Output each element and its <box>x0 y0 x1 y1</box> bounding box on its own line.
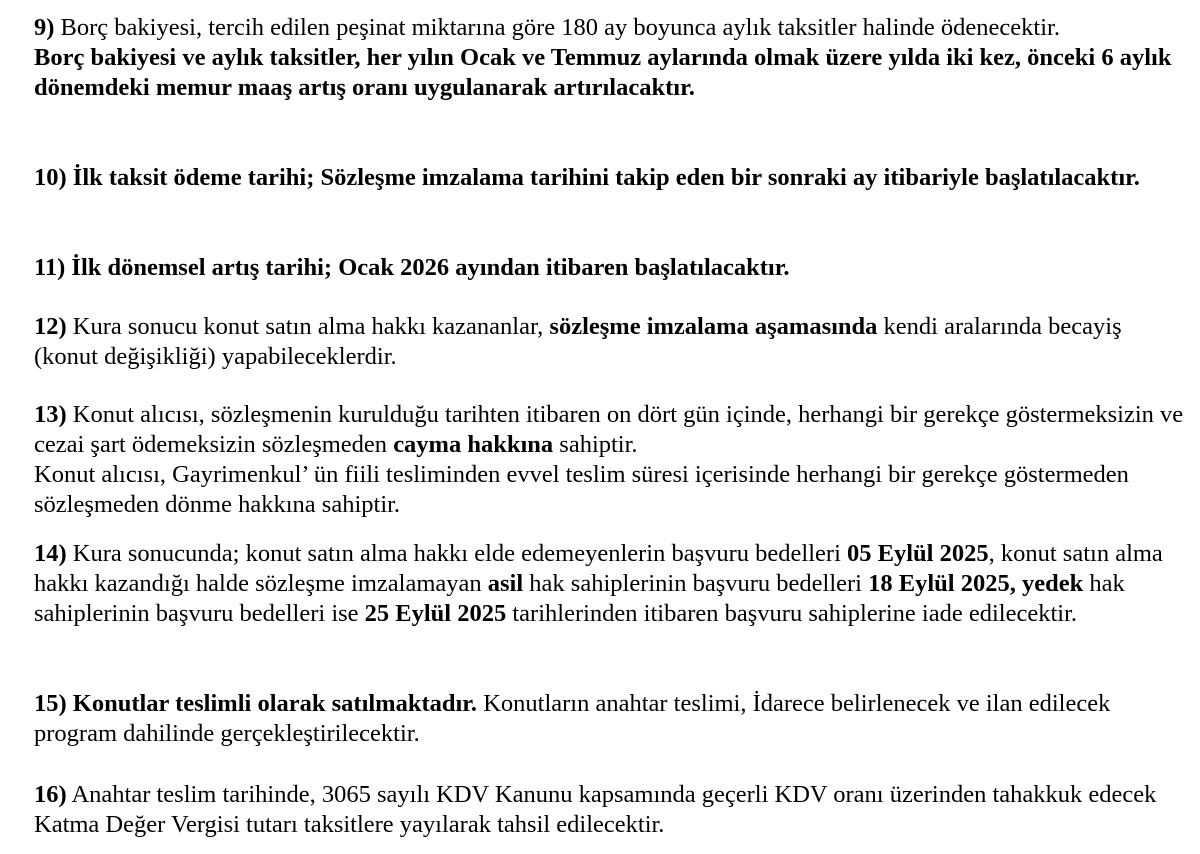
item-9-text: Borç bakiyesi, tercih edilen peşinat miktarına göre 180 ay boyunca aylık taksitler halinde ödenecektir. <box>54 14 1060 41</box>
item-15-text: Konutların anahtar teslimi, İdarece belirlenecek ve ilan edilecek program dahilinde gerçekleştirilecektir. <box>34 690 1111 747</box>
item-9 <box>34 13 1184 103</box>
item-9-number: 9) <box>34 14 55 41</box>
item-10-text: 10) İlk taksit ödeme tarihi; Sözleşme imzalama tarihini takip eden bir sonraki ay itibariyle başlatılacaktır. <box>34 164 1140 191</box>
item-11 <box>34 253 1184 283</box>
item-13-text-end: sahiptir. <box>553 431 638 458</box>
item-14-date-2: 18 Eylül 2025, yedek <box>868 570 1084 597</box>
item-13-bold-text: cayma hakkına <box>393 431 554 458</box>
item-13 <box>34 400 1184 520</box>
item-12-bold-text: sözleşme imzalama aşamasında <box>549 313 878 340</box>
item-15 <box>34 689 1184 749</box>
item-13-second-sentence: Konut alıcısı, Gayrimenkul’ ün fiili tesliminden evvel teslim süresi içerisinde herhangi bir gerekçe göstermeden sözleşmeden dönme hakkına sahiptir. <box>34 461 1129 518</box>
item-12 <box>34 312 1184 372</box>
item-14-text-1: Kura sonucunda; konut satın alma hakkı elde edemeyenlerin başvuru bedelleri <box>66 540 848 567</box>
item-12-text-end: kendi aralarında becayiş (konut değişikliği) yapabileceklerdir. <box>34 313 1122 370</box>
item-14-text-2: , konut satın alma hakkı kazandığı halde sözleşme imzalamayan <box>34 540 1163 597</box>
item-12-number: 12) <box>34 313 67 340</box>
item-14-text-4: hak sahiplerinin başvuru bedelleri ise <box>34 570 1125 627</box>
item-14 <box>34 539 1184 629</box>
item-13-text: Konut alıcısı, sözleşmenin kurulduğu tarihten itibaren on dört gün içinde, herhangi bir gerekçe göstermeksizin ve cezai şart ödemeksizin sözleşmeden <box>34 401 1184 458</box>
item-11-text: 11) İlk dönemsel artış tarihi; Ocak 2026 ayından itibaren başlatılacaktır. <box>34 254 790 281</box>
item-14-asil: asil <box>487 570 524 597</box>
item-14-text-5: tarihlerinden itibaren başvuru sahiplerine iade edilecektir. <box>506 600 1078 627</box>
item-16-number: 16) <box>34 781 67 808</box>
item-14-number: 14) <box>34 540 67 567</box>
item-9-bold-text: Borç bakiyesi ve aylık taksitler, her yılın Ocak ve Temmuz aylarında olmak üzere yılda iki kez, önceki 6 aylık dönemdeki memur maaş artış oranı uygulanarak artırılacaktır. <box>34 44 1172 101</box>
item-13-number: 13) <box>34 401 67 428</box>
item-14-date-3: 25 Eylül 2025 <box>364 600 507 627</box>
item-14-date-1: 05 Eylül 2025 <box>847 540 989 567</box>
item-16-text: Anahtar teslim tarihinde, 3065 sayılı KDV Kanunu kapsamında geçerli KDV oranı üzerinden tahakkuk edecek Katma Değer Vergisi tutarı taksitlere yayılarak tahsil edilecektir. <box>34 781 1157 838</box>
item-10 <box>34 163 1184 193</box>
item-15-bold-text: 15) Konutlar teslimli olarak satılmaktadır. <box>34 690 478 717</box>
item-14-text-3: hak sahiplerinin başvuru bedelleri <box>523 570 869 597</box>
item-12-text: Kura sonucu konut satın alma hakkı kazananlar, <box>66 313 550 340</box>
item-16 <box>34 780 1184 840</box>
